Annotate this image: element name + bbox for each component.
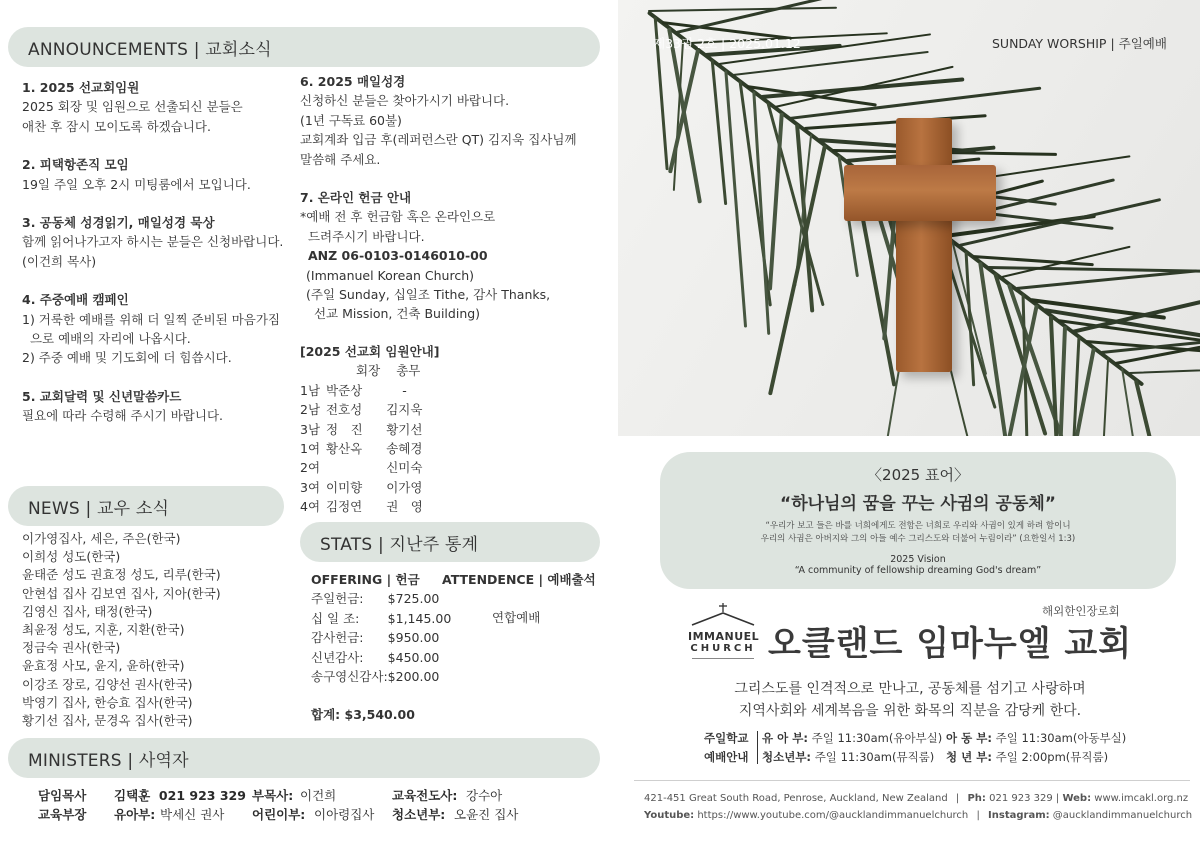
offering-label: 송구영신감사: (311, 669, 388, 685)
schedule-dept: 청 년 부: (946, 749, 992, 764)
announcement-line: 2) 주중 예배 및 기도회에 더 힘씁시다. (22, 350, 232, 366)
minister-role: 어린이부: (252, 807, 306, 822)
footer-web-link[interactable]: www.imcakl.org.nz (1094, 793, 1189, 804)
list-item: 박영기 집사, 한승효 집사(한국) (22, 694, 193, 710)
officer-secretary: - (402, 382, 407, 398)
announcement-item-2 (22, 155, 302, 194)
motto-slogan: “하나님의 꿈을 꾸는 사귐의 공동체” (780, 494, 1056, 514)
news-header-text: NEWS | 교우 소식 (28, 498, 170, 519)
motto-verse-line: 우리의 사귐은 아버지와 그의 아들 예수 그리스도와 더불어 누림이라” (요한일서 1:3) (760, 534, 1076, 544)
list-item: 윤태준 성도 권효정 성도, 리루(한국) (22, 567, 221, 583)
table-row (300, 420, 429, 439)
announcement-line: (이건희 목사) (22, 253, 97, 269)
officer-secretary: 김지욱 (386, 402, 423, 418)
announcement-line: (1년 구독료 60불) (300, 112, 402, 128)
offering-amount: $950.00 (387, 630, 440, 646)
announcement-item-7 (300, 188, 600, 324)
announcement-line: 드려주시기 바랍니다. (300, 228, 425, 244)
list-item: 정금숙 권사(한국) (22, 640, 121, 656)
offering-total-amount: $3,540.00 (344, 707, 415, 723)
schedule-dept: 아 동 부: (946, 731, 992, 745)
worship-title: SUNDAY WORSHIP | 주일예배 (992, 36, 1167, 51)
offering-title: OFFERING | 헌금 (311, 572, 420, 587)
announcement-line: 교회계좌 입금 후(레퍼런스란 QT) 김지욱 집사님께 (300, 132, 577, 148)
officer-group: 4여 (300, 499, 321, 515)
mission-line: 그리스도를 인격적으로 만나고, 공동체를 섬기고 사랑하며 (734, 681, 1086, 697)
attendance-title: ATTENDENCE | 예배출석 (442, 572, 596, 587)
announcement-title: 6. 2025 매일성경 (300, 74, 406, 89)
schedule-label: 예배안내 (704, 749, 749, 764)
footer-instagram-label: Instagram: (988, 810, 1050, 821)
minister-name: 박세신 권사 (160, 807, 225, 822)
list-item: 이강조 장로, 김양선 권사(한국) (22, 676, 193, 692)
officer-president: 박준상 (326, 382, 363, 398)
list-item: 윤효정 사모, 윤지, 윤하(한국) (22, 658, 185, 674)
footer: 421-451 Great South Road, Penrose, Auckland, New Zealand | Ph: 021 923 329 | Web: www.imcakl.org.nz Youtube: https://www.youtube.com/@aucklandimmanuelchurch | Instagram: @aucklandimmanuelchurch (644, 793, 1193, 821)
list-item: 안현섭 집사 김보연 집사, 지아(한국) (22, 585, 221, 601)
minister-name: 이아령집사 (314, 807, 375, 822)
news-list (22, 530, 292, 730)
wooden-cross-beam (844, 165, 996, 221)
officers-table (300, 361, 429, 516)
offering-label: 감사헌금: (311, 630, 364, 646)
church-building-icon (688, 603, 758, 627)
table-row (300, 478, 429, 497)
announcement-title: 4. 주중예배 캠페인 (22, 292, 129, 308)
announcements-header-text: ANNOUNCEMENTS | 교회소식 (28, 39, 272, 60)
announcement-line: 말씀해 주세요. (300, 151, 381, 167)
stats-header-text: STATS | 지난주 통계 (320, 534, 479, 555)
officer-president: 전호성 (326, 402, 363, 418)
ministers-header-text: MINISTERS | 사역자 (28, 750, 189, 771)
bank-account-line: (Immanuel Korean Church) (306, 267, 474, 283)
schedule-dept: 청소년부: (762, 749, 812, 764)
church-name: 오클랜드 임마누엘 교회 (768, 624, 1133, 664)
officer-president: 이미향 (326, 479, 363, 495)
officer-secretary: 송혜경 (386, 441, 423, 457)
bank-account-line: (주일 Sunday, 십일조 Tithe, 감사 Thanks, (306, 287, 551, 303)
ministers-header (8, 738, 600, 778)
footer-divider (634, 780, 1190, 781)
officer-group: 1남 (300, 382, 321, 398)
table-row (300, 497, 429, 516)
offering-amount: $200.00 (387, 669, 440, 685)
schedule-time: 주일 2:00pm(뮤직룸) (995, 749, 1109, 764)
worship-schedule (700, 729, 1140, 766)
officer-group: 3남 (300, 421, 321, 437)
minister-name: 강수아 (466, 788, 503, 803)
minister-role: 교육부장 (38, 807, 87, 822)
wooden-cross-image (896, 118, 952, 372)
officer-group: 3여 (300, 479, 321, 495)
announcement-line: 으로 예배의 자리에 나옵시다. (22, 331, 191, 347)
table-row (311, 648, 451, 667)
ministers-list (38, 786, 598, 824)
schedule-time: 주일 11:30am(뮤직룸) (814, 749, 935, 764)
officers-col-secretary: 총무 (396, 363, 421, 379)
schedule-label: 주일학교 (704, 731, 749, 745)
footer-youtube-link[interactable]: https://www.youtube.com/@aucklandimmanuelchurch (697, 810, 969, 821)
offering-label: 주일헌금: (311, 591, 364, 607)
offering-total (311, 705, 451, 724)
offering-amount: $725.00 (387, 591, 440, 607)
announcement-title: 2. 피택항존직 모임 (22, 157, 129, 173)
vision-title: 2025 Vision (890, 554, 946, 565)
officer-group: 1여 (300, 441, 321, 457)
footer-phone: 021 923 329 (989, 793, 1053, 804)
schedule-item (946, 729, 1126, 748)
offering-table (311, 589, 451, 686)
logo-line-1: IMMANUEL (688, 630, 760, 643)
officer-group: 2남 (300, 402, 321, 418)
officer-president: 정 진 (326, 421, 363, 437)
footer-youtube-label: Youtube: (644, 810, 695, 821)
officers-title: [2025 선교회 임원안내] (300, 344, 440, 359)
stats-header (300, 522, 600, 562)
footer-address: 421-451 Great South Road, Penrose, Auckland, New Zealand (644, 793, 948, 804)
attendance-section (442, 570, 596, 628)
officers-section (300, 342, 439, 517)
offering-label: 십 일 조: (311, 610, 360, 626)
officer-president: 황산옥 (326, 441, 363, 457)
minister-name: 이건희 (300, 788, 337, 803)
minister-role: 유아부: (114, 807, 156, 822)
list-item: 황기선 집사, 문경옥 집사(한국) (22, 713, 193, 729)
motto-verse (660, 520, 1176, 546)
list-item: 김영신 집사, 태정(한국) (22, 603, 153, 619)
announcement-title: 5. 교회달력 및 신년말씀카드 (22, 388, 182, 404)
list-item: 이희성 성도(한국) (22, 549, 121, 565)
announcement-item-6 (300, 72, 600, 169)
schedule-time: 주일 11:30am(유아부실) (811, 731, 943, 745)
announcements-col-left (22, 78, 302, 426)
announcement-item-4 (22, 290, 302, 368)
announcement-line: 필요에 따라 수령해 주시기 바랍니다. (22, 408, 223, 424)
table-row (311, 609, 451, 628)
announcements-col-right (300, 72, 600, 324)
minister-role: 청소년부: (392, 807, 446, 822)
schedule-time: 주일 11:30am(아동부실) (995, 731, 1127, 745)
bank-account-line: 선교 Mission, 건축 Building) (306, 306, 481, 322)
announcement-line: 1) 거룩한 예배를 위해 더 일찍 준비된 마음가짐 (22, 311, 280, 327)
table-row (300, 458, 429, 477)
minister-name: 오윤진 집사 (454, 807, 519, 822)
announcement-title: 7. 온라인 헌금 안내 (300, 190, 412, 206)
announcement-line: 2025 회장 및 임원으로 선출되신 분들은 (22, 99, 243, 115)
offering-amount: $450.00 (387, 649, 440, 665)
officer-group: 2여 (300, 460, 321, 476)
vision-text: “A community of fellowship dreaming God's dream” (794, 565, 1042, 576)
table-row (311, 589, 451, 608)
minister-role: 담임목사 (38, 788, 87, 803)
table-row (300, 381, 429, 400)
church-logo (688, 603, 758, 665)
officer-secretary: 황기선 (386, 421, 423, 437)
announcement-title: 3. 공동체 성경읽기, 매일성경 묵상 (22, 215, 215, 231)
offering-amount: $1,145.00 (387, 610, 452, 626)
officer-secretary: 신미숙 (386, 460, 423, 476)
officer-president: 김정연 (326, 499, 363, 515)
offering-total-label: 합계: (311, 707, 341, 723)
announcement-line: 애찬 후 잠시 모이도록 하겠습니다. (22, 118, 211, 134)
mission-line: 지역사회와 세계복음을 위한 화목의 직분을 감당케 한다. (738, 703, 1082, 719)
schedule-item (762, 729, 942, 748)
announcement-line: 19일 주일 오후 2시 미팅룸에서 모입니다. (22, 176, 251, 192)
schedule-item (762, 748, 934, 767)
denomination: 해외한인장로회 (1042, 604, 1120, 618)
announcement-line: *예배 전 후 헌금함 혹은 온라인으로 (300, 209, 496, 225)
announcement-title: 1. 2025 선교회임원 (22, 80, 140, 95)
officer-secretary: 이가영 (386, 479, 423, 495)
offering-label: 신년감사: (311, 649, 364, 665)
footer-phone-label: Ph: (967, 793, 986, 804)
announcement-line: 신청하신 분들은 찾아가시기 바랍니다. (300, 93, 510, 109)
minister-role: 부목사: (252, 788, 294, 803)
motto-verse-line: “우리가 보고 들은 바를 너희에게도 전함은 너희로 우리와 사귐이 있게 하려 함이니 (765, 521, 1071, 531)
footer-web-label: Web: (1062, 793, 1092, 804)
minister-role: 교육전도사: (392, 788, 458, 803)
officer-president (326, 458, 386, 477)
table-row (311, 628, 451, 647)
table-row (300, 439, 429, 458)
footer-instagram-link[interactable]: @aucklandimmanuelchurch (1052, 810, 1193, 821)
announcements-header (8, 27, 600, 67)
table-row (300, 400, 429, 419)
motto-title: 〈2025 표어〉 (867, 466, 969, 484)
cover-photo (618, 0, 1200, 436)
announcement-item-5 (22, 387, 302, 426)
logo-line-2: CHURCH (690, 643, 756, 654)
attendance-note: 연합예배 (492, 610, 541, 626)
schedule-item (946, 748, 1108, 767)
officer-secretary: 권 영 (386, 499, 423, 515)
schedule-dept: 유 아 부: (762, 731, 808, 745)
officers-col-president: 회장 (356, 363, 381, 379)
announcement-item-1 (22, 78, 302, 136)
minister-name-text: 김택훈 021 923 329 (114, 788, 246, 803)
motto-box (660, 452, 1176, 589)
issue-info: 제33권 2호 | 2025.01.12 (653, 36, 801, 51)
announcement-item-3 (22, 213, 302, 271)
announcement-line: 함께 읽어나가고자 하시는 분들은 신청바랍니다. (22, 234, 284, 250)
minister-name (114, 786, 246, 805)
table-row (311, 667, 451, 686)
news-header (8, 486, 284, 526)
officers-header-row (300, 361, 429, 380)
list-item: 이가영집사, 세은, 주은(한국) (22, 531, 181, 546)
offering-section (311, 570, 451, 725)
list-item: 최윤정 성도, 지훈, 지환(한국) (22, 622, 185, 638)
mission-statement (640, 678, 1180, 722)
bank-account-number: ANZ 06-0103-0146010-00 (308, 248, 488, 264)
